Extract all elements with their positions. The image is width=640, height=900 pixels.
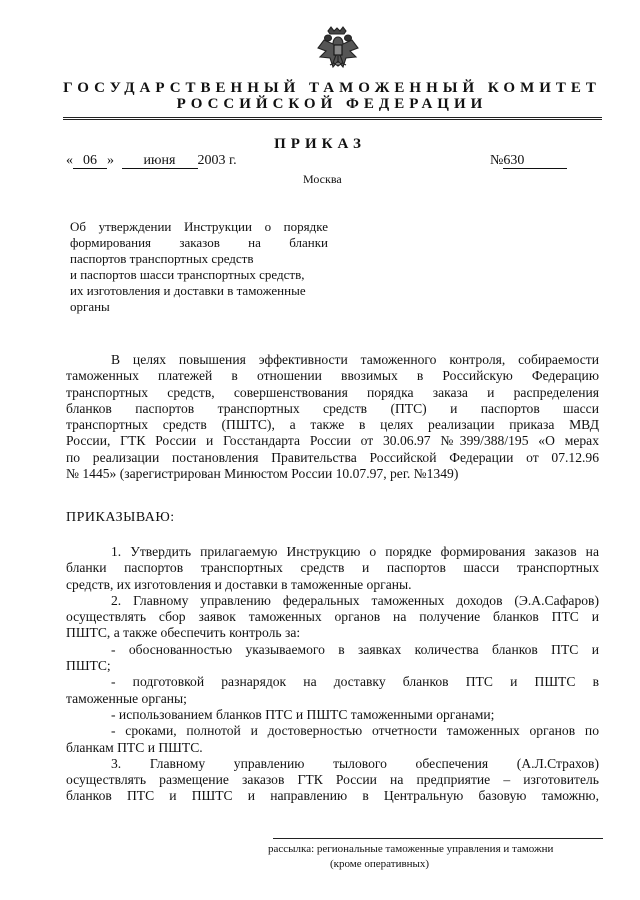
order-line: ПШТС; (66, 658, 111, 674)
preamble-line: № 1445» (зарегистрирован Минюстом России 10.07.97, рег. №1349) (66, 466, 459, 482)
order-line: - обоснованностью указываемого в заявках количества бланков ПТС и (111, 641, 599, 657)
order-line: средств, их изготовления и доставки в таможенные органы. (66, 576, 412, 592)
preamble-line: транспортных средств, совершенствования порядка заказа и распределения (66, 384, 599, 400)
preamble-line: В целях повышения эффективности таможенного контроля, собираемости (111, 352, 599, 367)
date-quote-open: « (66, 153, 73, 168)
number-prefix: № (490, 153, 504, 168)
order-date (66, 153, 237, 169)
order-items (66, 544, 599, 805)
date-month: июня (122, 153, 198, 169)
order-subject (70, 219, 328, 315)
subject-line: формирования заказов на бланки (70, 235, 328, 250)
order-line: ПШТС, а также обеспечить контроль за: (66, 625, 301, 641)
organization-name-line-1: ГОСУДАРСТВЕННЫЙ ТАМОЖЕННЫЙ КОМИТЕТ (63, 80, 601, 96)
subject-line: Об утверждении Инструкции о порядке (70, 219, 328, 234)
subject-line: органы (70, 299, 110, 314)
order-line: таможенные органы; (66, 690, 187, 706)
order-line: 2. Главному управлению федеральных таможенных доходов (Э.А.Сафаров) (111, 592, 599, 608)
order-line: осуществлять сбор заявок таможенных органов на получение бланков ПТС и (66, 609, 599, 625)
preamble-line: бланков паспортов транспортных средств (ПТС) и паспортов шасси (66, 400, 599, 416)
number-value: 630 (503, 153, 567, 169)
subject-line: паспортов транспортных средств (70, 251, 254, 266)
distribution-line-2: (кроме оперативных) (330, 858, 430, 870)
preamble-line: по реализации постановления Правительства Российской Федерации от 07.12.96 (66, 449, 599, 465)
order-line: - сроками, полнотой и достоверностью отчетности таможенных органов по (111, 723, 599, 739)
ordering-word: ПРИКАЗЫВАЮ: (66, 510, 175, 525)
order-line: 1. Утвердить прилагаемую Инструкцию о порядке формирования заказов на (111, 544, 599, 559)
preamble-line: транспортных средств (ПШТС), а также в целях реализации приказа МВД (66, 417, 599, 433)
preamble-line: России, ГТК России и Госстандарта России от 30.06.97 №399/388/195 «О мерах (66, 433, 599, 449)
subject-line: и паспортов шасси транспортных средств, (70, 267, 305, 282)
order-line: осуществлять размещение заказов ГТК России на предприятие – изготовитель (66, 772, 599, 788)
date-quote-close: » (107, 153, 114, 168)
order-line: - использованием бланков ПТС и ПШТС таможенными органами; (111, 706, 495, 722)
city: Москва (303, 172, 342, 186)
date-year: 2003 г. (197, 153, 237, 168)
organization-name-line-2: РОССИЙСКОЙ ФЕДЕРАЦИИ (176, 96, 488, 112)
document-title: ПРИКАЗ (274, 136, 366, 152)
order-line: бланкам ПТС и ПШТС. (66, 739, 203, 755)
subject-line: их изготовления и доставки в таможенные (70, 283, 306, 298)
date-day: 06 (73, 153, 107, 169)
order-line: бланков ПТС и ПШТС и направлению в Центральную базовую таможню, (66, 788, 599, 804)
double-headed-eagle-icon (316, 25, 360, 73)
order-line: 3. Главному управлению тылового обеспечения (А.Л.Страхов) (111, 755, 599, 771)
distribution-line-1: рассылка: региональные таможенные управления и таможни (268, 843, 554, 855)
preamble-line: таможенных платежей в отношении ввозимых в Российскую Федерацию (66, 368, 599, 384)
header-rule-thick (63, 117, 602, 118)
order-number (490, 153, 567, 169)
distribution-rule (273, 838, 603, 839)
order-line: - подготовкой разнарядок на доставку бланков ПТС и ПШТС в (111, 674, 599, 690)
header-rule-thin (63, 119, 602, 120)
preamble-paragraph (66, 352, 599, 482)
order-line: бланки паспортов транспортных средств и паспортов шасси транспортных (66, 560, 599, 576)
